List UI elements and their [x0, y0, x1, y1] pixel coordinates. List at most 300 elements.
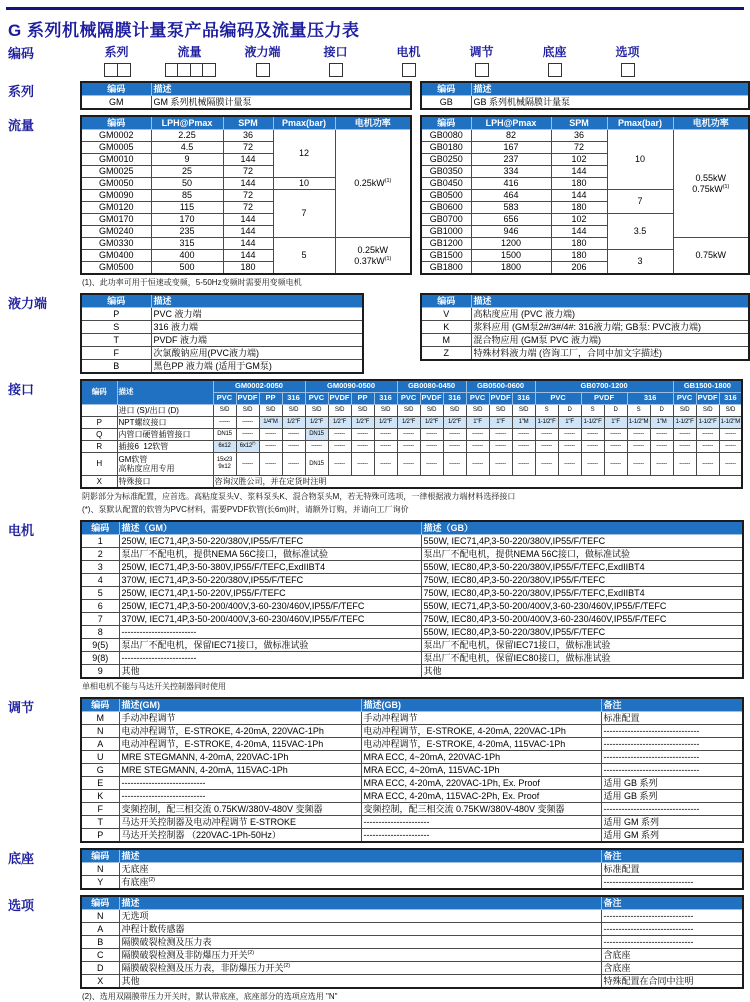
value-cell: ------	[719, 453, 742, 476]
table-cell: 9(8)	[81, 652, 119, 665]
table-cell: 1200	[471, 238, 551, 250]
value-cell: 1"F	[489, 417, 512, 429]
motor-table-mount	[80, 520, 744, 679]
table-cell: 适用 GM 系列	[601, 816, 743, 829]
value-cell: ------	[305, 441, 328, 453]
column-header: 编码	[421, 82, 471, 96]
table-cell: 72	[551, 142, 607, 154]
table-cell: 手动冲程调节	[361, 712, 601, 725]
table-cell: GB1500	[421, 250, 471, 262]
pmax-cell: 7	[273, 190, 335, 238]
table-cell: 315	[151, 238, 223, 250]
table-cell: D	[81, 962, 119, 975]
table-cell: U	[81, 751, 119, 764]
series-tables	[80, 81, 750, 110]
flow-section	[0, 115, 750, 288]
table-cell: 180	[551, 238, 607, 250]
flow-gb-table-mount	[420, 115, 750, 275]
table-cell: MRA ECC, 4-20mA, 220VAC-1Ph, Ex. Proof	[361, 777, 601, 790]
code-box	[475, 63, 489, 77]
table-cell: 237	[471, 154, 551, 166]
table-body	[81, 308, 363, 374]
material-header: 316	[512, 393, 535, 405]
table-cell: 250W, IEC71,4P,3-50-220/380V,IP55/F/TEFC	[119, 535, 421, 548]
table-cell: GB 系列机械隔膜计量泵	[471, 96, 749, 110]
value-cell: ------	[328, 453, 351, 476]
table-row	[81, 321, 363, 334]
table-cell: 550W, IEC71,4P,3-50-220/380V,IP55/F/TEFC	[421, 535, 743, 548]
table-cell: 550W, IEC71,4P,3-50-200/400V,3-60-230/460V,IP55/F/TEFC	[421, 600, 743, 613]
table-cell: N	[81, 725, 119, 738]
table-row	[81, 639, 743, 652]
table-row	[81, 417, 742, 429]
table-row	[81, 777, 743, 790]
value-cell: 1"F	[558, 417, 581, 429]
table-row	[421, 334, 749, 347]
value-cell: S/D	[443, 405, 466, 417]
table-row	[81, 238, 411, 250]
code-boxes	[372, 63, 445, 76]
code-segment-label: 接口	[323, 45, 348, 59]
column-header: 电机功率	[673, 116, 749, 130]
table-cell: GM0050	[81, 178, 151, 190]
column-header: 描述	[119, 849, 601, 863]
value-cell: ------	[236, 429, 259, 441]
flow-tables	[80, 115, 750, 288]
material-header: 316	[282, 393, 305, 405]
table-row	[81, 360, 363, 374]
value-cell: ------	[696, 441, 719, 453]
footnote-options: (2)、选用双隔膜带压力开关时，默认带底座，底座部分的选项应选用 "N"	[82, 992, 338, 1001]
table-cell: ------------------------------	[601, 936, 743, 949]
material-header: PVC	[397, 393, 420, 405]
value-cell: ------	[443, 453, 466, 476]
table-cell: 4.5	[151, 142, 223, 154]
table-cell: 72	[223, 202, 273, 214]
value-cell: ------	[466, 441, 489, 453]
table-cell: MRA ECC, 4~20mA, 220VAC-1Ph	[361, 751, 601, 764]
table-cell: MRE STEGMANN, 4-20mA, 220VAC-1Ph	[119, 751, 361, 764]
material-header: 316	[627, 393, 673, 405]
value-cell: ------	[259, 441, 282, 453]
column-header: 描述(GB)	[361, 698, 601, 712]
material-header: PVC	[673, 393, 696, 405]
header-row	[421, 116, 749, 130]
code-cell: P	[81, 417, 117, 429]
table-body	[81, 405, 742, 489]
table-cell: 隔膜破裂检测及压力表	[119, 936, 601, 949]
table-row	[81, 548, 743, 561]
table-cell: G	[81, 764, 119, 777]
header-row	[81, 849, 743, 863]
table-cell: 25	[151, 166, 223, 178]
table-cell: -------------------------	[119, 626, 421, 639]
table-cell: 适用 GM 系列	[601, 829, 743, 843]
table-cell: 冲程计数传感器	[119, 923, 601, 936]
hydraulic-right-table-mount	[420, 293, 750, 361]
table-cell: 无选项	[119, 910, 601, 923]
table-head	[81, 294, 363, 308]
table-row	[81, 535, 743, 548]
code-segment-label: 底座	[542, 45, 567, 59]
table-head	[421, 294, 749, 308]
table-cell: N	[81, 863, 119, 876]
value-cell: ------	[650, 429, 673, 441]
adjust-section	[0, 697, 750, 843]
table-cell: 马达开关控制器及电动冲程调节 E-STROKE	[119, 816, 361, 829]
table-cell: 3	[81, 561, 119, 574]
column-header: 描述	[117, 380, 213, 405]
value-cell: S/D	[305, 405, 328, 417]
desc-cell: 特殊接口	[117, 476, 213, 489]
code-segment	[445, 43, 518, 76]
table-cell: GB0350	[421, 166, 471, 178]
series-gb-table	[420, 81, 750, 110]
table-cell: ----------------------	[361, 829, 601, 843]
code-segment	[226, 43, 299, 76]
code-segment	[591, 43, 664, 76]
table-row	[81, 816, 743, 829]
table-cell: GB0450	[421, 178, 471, 190]
table-head	[421, 116, 749, 130]
table-cell: 变频控制，配三相交流 0.75KW/380V-480V 变频器	[119, 803, 361, 816]
table-body	[81, 910, 743, 989]
table-cell: A	[81, 738, 119, 751]
code-boxes	[591, 63, 664, 76]
table-head	[81, 521, 743, 535]
material-header: 316	[719, 393, 742, 405]
column-header: LPH@Pmax	[151, 116, 223, 130]
section-label-options: 选项	[8, 898, 35, 913]
table-cell: 144	[551, 166, 607, 178]
hydraulic-left-table-mount	[80, 293, 420, 374]
table-row	[81, 574, 743, 587]
table-cell: GM0002	[81, 130, 151, 142]
code-segment-label: 选项	[615, 45, 640, 59]
column-header: 描述	[471, 82, 749, 96]
table-row	[81, 738, 743, 751]
table-row	[81, 130, 411, 142]
section-label-flow: 流量	[8, 118, 35, 133]
material-header: 316	[443, 393, 466, 405]
table-cell: GM0005	[81, 142, 151, 154]
series-gm-table	[80, 81, 412, 110]
column-header: 编码	[81, 698, 119, 712]
value-cell: 1/2"F	[374, 417, 397, 429]
power-cell: 0.25kW $0.37kW^{(1)}$	[335, 238, 411, 275]
value-cell: S/D	[282, 405, 305, 417]
value-cell: 1/2"F	[305, 417, 328, 429]
table-cell: 750W, IEC80,4P,3-50-220/380V,IP55/F/TEFC,ExdIIBT4	[421, 587, 743, 600]
code-box	[402, 63, 416, 77]
table-cell: 235	[151, 226, 223, 238]
table-cell: 250W, IEC71,4P,3-50-380V,IP55/F/TEFC,ExdIIBT4	[119, 561, 421, 574]
table-cell: 144	[223, 250, 273, 262]
value-cell: ------	[489, 453, 512, 476]
table-cell: 167	[471, 142, 551, 154]
table-cell: 隔膜破裂检测及非防爆压力开关$^{(2)}$	[119, 949, 601, 962]
code-segment	[80, 43, 153, 76]
column-header: 电机功率	[335, 116, 411, 130]
table-row	[81, 910, 743, 923]
value-cell: ------	[443, 429, 466, 441]
table-cell: ----------------------------	[119, 777, 361, 790]
value-cell: DN15	[305, 453, 328, 476]
table-cell: --------------------------------	[601, 764, 743, 777]
table-row	[81, 876, 743, 890]
table-body	[81, 863, 743, 890]
value-cell: ------	[236, 417, 259, 429]
table-head	[81, 116, 411, 130]
value-cell: ------	[397, 441, 420, 453]
table-cell: 144	[551, 190, 607, 202]
desc-cell: NPT螺纹接口	[117, 417, 213, 429]
pump-group-header: GB0700-1200	[535, 380, 673, 393]
pmax-cell: 10	[607, 130, 673, 190]
table-cell: 144	[223, 238, 273, 250]
table-cell: 464	[471, 190, 551, 202]
column-header: 编码	[81, 294, 151, 308]
value-cell: ------	[581, 429, 604, 441]
table-cell: P	[81, 308, 151, 321]
value-cell: ------	[604, 429, 627, 441]
value-cell: 1/2"F	[351, 417, 374, 429]
power-cell: $0.25kW^{(1)}$	[335, 130, 411, 238]
table-cell: --------------------------------	[601, 725, 743, 738]
section-label-base: 底座	[8, 851, 35, 866]
options-table-mount	[80, 895, 744, 989]
column-header: 描述	[151, 294, 363, 308]
table-cell: GM0090	[81, 190, 151, 202]
code-segment	[153, 43, 226, 76]
table-cell: P	[81, 829, 119, 843]
footnote-flow: (1)、此功率可用于恒速或变频，5-50Hz变频时需要用变频电机	[82, 278, 302, 287]
table-row	[81, 803, 743, 816]
section-label-adjust: 调节	[8, 700, 35, 715]
material-header: PVDF	[581, 393, 627, 405]
table-cell: ------------------------------	[601, 876, 743, 890]
table-cell: MRA ECC, 4~20mA, 115VAC-1Ph	[361, 764, 601, 777]
table-cell: 170	[151, 214, 223, 226]
pmax-cell: 5	[273, 238, 335, 275]
column-header: Pmax(bar)	[273, 116, 335, 130]
code-box	[621, 63, 635, 77]
pump-group-header: GM0002-0050	[213, 380, 305, 393]
adjust-table-mount	[80, 697, 744, 843]
value-cell: 1-1/2"F	[581, 417, 604, 429]
material-header: PVC	[305, 393, 328, 405]
table-cell: 其他	[119, 665, 421, 679]
table-cell: 400	[151, 250, 223, 262]
value-cell: S/D	[374, 405, 397, 417]
pmax-cell: 3.5	[607, 214, 673, 250]
value-cell: S/D	[328, 405, 351, 417]
value-cell: ------	[673, 429, 696, 441]
value-cell: ------	[489, 429, 512, 441]
value-cell: S	[581, 405, 604, 417]
header-row	[81, 116, 411, 130]
value-cell: ------	[374, 453, 397, 476]
table-cell: 144	[551, 226, 607, 238]
column-header: SPM	[551, 116, 607, 130]
table-cell: T	[81, 816, 119, 829]
column-header: 备注	[601, 896, 743, 910]
table-cell: 其他	[119, 975, 601, 989]
table-cell: M	[421, 334, 471, 347]
table-cell: V	[421, 308, 471, 321]
material-header: PVC	[535, 393, 581, 405]
material-header: PVDF	[420, 393, 443, 405]
value-cell: ------	[328, 429, 351, 441]
value-cell: ------	[236, 453, 259, 476]
table-cell: 电动冲程调节，E-STROKE, 4-20mA, 115VAC-1Ph	[119, 738, 361, 751]
code-box	[256, 63, 270, 77]
table-cell: 583	[471, 202, 551, 214]
table-cell: 82	[471, 130, 551, 142]
code-boxes	[299, 63, 372, 76]
value-cell: ------	[604, 453, 627, 476]
table-cell: MRA ECC, 4-20mA, 115VAC-2Ph, Ex. Proof	[361, 790, 601, 803]
pump-group-header: GB0500-0600	[466, 380, 535, 393]
value-cell: ------	[673, 441, 696, 453]
table-row	[81, 587, 743, 600]
series-gb-table-mount	[420, 81, 750, 110]
header-row	[81, 521, 743, 535]
table-cell: 250W, IEC71,4P,1-50-220V,IP55/F/TEFC	[119, 587, 421, 600]
table-cell: 550W, IEC80,4P,3-50-220/380V,IP55/F/TEFC,ExdIIBT4	[421, 561, 743, 574]
value-cell: ------	[282, 429, 305, 441]
code-boxes	[153, 63, 226, 76]
table-cell: 其他	[421, 665, 743, 679]
table-cell: 适用 GB 系列	[601, 790, 743, 803]
table-row	[81, 975, 743, 989]
material-header: PVDF	[236, 393, 259, 405]
table-cell: 36	[551, 130, 607, 142]
value-cell: S/D	[719, 405, 742, 417]
code-cell	[81, 405, 117, 417]
code-segments	[80, 43, 664, 76]
table-cell: 946	[471, 226, 551, 238]
interface-table	[80, 379, 743, 489]
column-header: 编码	[421, 294, 471, 308]
material-header: PP	[259, 393, 282, 405]
table-cell: 36	[223, 130, 273, 142]
footnote-interface-1: 阴影部分为标准配置，应首选。高粘度泵头V、浆料泵头K、混合物泵头M，若无特殊可选项，一律根据液力端材料选择接口	[82, 492, 516, 501]
table-cell: PVC 液力端	[151, 308, 363, 321]
header-row	[81, 698, 743, 712]
code-segment	[518, 43, 591, 76]
table-head	[81, 380, 742, 405]
value-cell: 1-1/2"M	[627, 417, 650, 429]
column-header: 备注	[601, 698, 743, 712]
interface-table-mount	[80, 379, 743, 489]
table-cell: C	[81, 949, 119, 962]
value-cell: S/D	[351, 405, 374, 417]
table-cell: ------------------------------	[601, 923, 743, 936]
table-cell: 180	[551, 202, 607, 214]
table-cell: ----------------------	[361, 816, 601, 829]
table-cell: 含底座	[601, 962, 743, 975]
value-cell: 1"F	[604, 417, 627, 429]
value-cell: S/D	[236, 405, 259, 417]
table-cell: 102	[551, 214, 607, 226]
table-cell: GB1000	[421, 226, 471, 238]
table-cell: GM0500	[81, 262, 151, 275]
column-header: 描述	[151, 82, 411, 96]
table-cell: 72	[223, 166, 273, 178]
value-cell: ------	[558, 453, 581, 476]
table-cell: GB1800	[421, 262, 471, 275]
value-cell: ------	[535, 453, 558, 476]
table-cell: 250W, IEC71,4P,3-50-200/400V,3-60-230/460V,IP55/F/TEFC	[119, 600, 421, 613]
table-head	[81, 698, 743, 712]
code-segment-label: 系列	[104, 45, 129, 59]
table-head	[81, 82, 411, 96]
value-cell: 15x23 9x12	[213, 453, 236, 476]
value-cell: ------	[259, 429, 282, 441]
table-cell: GB0700	[421, 214, 471, 226]
table-cell: 无底座	[119, 863, 601, 876]
table-row	[81, 308, 363, 321]
table-body	[421, 308, 749, 361]
pump-group-header: GB1500-1800	[673, 380, 742, 393]
table-cell: 黑色PP 液力端 (适用于GM泵)	[151, 360, 363, 374]
value-cell: ------	[627, 453, 650, 476]
table-cell: 9(5)	[81, 639, 119, 652]
table-cell: 混合物应用 (GM泵 PVC 液力端)	[471, 334, 749, 347]
column-header: 描述	[471, 294, 749, 308]
value-cell: ------	[328, 441, 351, 453]
column-header: 编码	[81, 116, 151, 130]
header-row	[81, 294, 363, 308]
table-row	[421, 96, 749, 110]
pump-group-header: GB0080-0450	[397, 380, 466, 393]
table-cell: GM0010	[81, 154, 151, 166]
value-cell: S/D	[489, 405, 512, 417]
table-cell: 电动冲程调节，E-STROKE, 4-20mA, 220VAC-1Ph	[119, 725, 361, 738]
value-cell: ------	[420, 429, 443, 441]
value-cell: ------	[213, 417, 236, 429]
table-cell: 72	[223, 190, 273, 202]
value-cell: 1/2"F	[443, 417, 466, 429]
table-cell: 85	[151, 190, 223, 202]
table-cell: 750W, IEC80,4P,3-50-200/400V,3-60-230/460V,IP55/F/TEFC	[421, 613, 743, 626]
table-row	[81, 863, 743, 876]
table-cell: 浆料应用 (GM泵2#/3#/4#: 316液力端; GB泵: PVC液力端)	[471, 321, 749, 334]
table-cell: 7	[81, 613, 119, 626]
top-rule	[6, 7, 744, 10]
motor-table	[80, 520, 744, 679]
value-cell: DN15	[305, 429, 328, 441]
value-cell: ------	[627, 441, 650, 453]
code-boxes	[518, 63, 591, 76]
column-header: SPM	[223, 116, 273, 130]
value-cell: ------	[351, 453, 374, 476]
value-cell: S/D	[213, 405, 236, 417]
value-cell: 1-1/2"M	[719, 417, 742, 429]
value-cell: ------	[673, 453, 696, 476]
table-cell: 1	[81, 535, 119, 548]
table-cell: GM0330	[81, 238, 151, 250]
value-cell: 1-1/2"F	[673, 417, 696, 429]
table-row	[81, 453, 742, 476]
table-row	[81, 936, 743, 949]
value-cell: DN15	[213, 429, 236, 441]
table-cell: 50	[151, 178, 223, 190]
table-cell: K	[421, 321, 471, 334]
table-cell: 144	[223, 214, 273, 226]
value-cell: 1"M	[512, 417, 535, 429]
